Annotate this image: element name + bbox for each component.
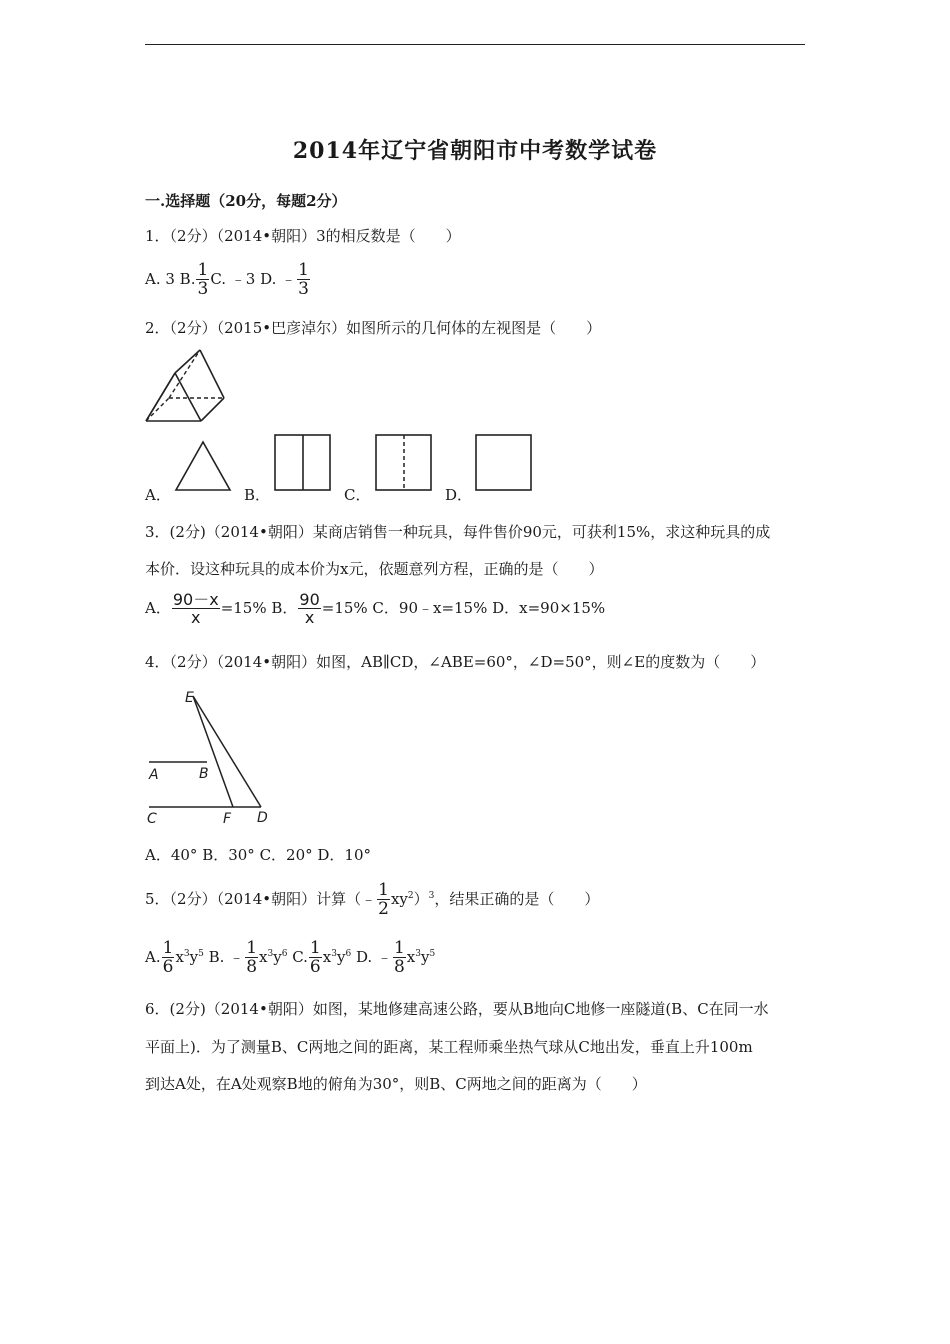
q1-fraction-d: $\frac{1}{3}$ <box>298 260 309 299</box>
q2-option-d-square <box>475 434 533 492</box>
q2-prism-edge <box>200 350 224 398</box>
q3-option-a: A． <box>145 599 171 617</box>
q2-prism-edge <box>146 373 175 421</box>
q2-prism-edge <box>175 373 201 421</box>
q3-option-a-tail: =15% B． <box>220 599 298 617</box>
q6-line1: 6．(2分)（2014•朝阳）如图，某地修建高速公路，要从B地向C地修一座隧道(B、C在同一水 <box>145 1000 769 1018</box>
q3-line1: 3．(2分)（2014•朝阳）某商店销售一种玩具，每件售价90元，可获利15%，求这种玩具的成 <box>145 523 771 541</box>
q4-label-c: C <box>147 811 157 827</box>
page-title: 2014年辽宁省朝阳市中考数学试卷 <box>292 138 658 164</box>
q3-options <box>145 592 605 626</box>
q4-label-d: D <box>257 810 268 826</box>
q2-option-b-label: B． <box>244 486 271 504</box>
q2-option-a-triangle <box>174 440 232 492</box>
q2-option-d-label: D． <box>445 486 473 504</box>
q3-option-b-tail: =15% C．90﹣x=15% D．x=90×15% <box>321 599 606 617</box>
header-rule <box>145 44 805 45</box>
q4-label-e: E <box>185 690 194 706</box>
q3-fraction-a: $\frac{90-x}{x}$ <box>172 590 219 627</box>
q2-prism-edge <box>201 398 224 421</box>
q2-option-b-rectangle <box>274 434 332 492</box>
q4-label-f: F <box>223 811 232 827</box>
q5-stem-fraction: $\frac{1}{2}$ <box>378 880 389 919</box>
q1-option-a: A. 3 B. <box>145 270 196 288</box>
section-heading: 一.选择题（20分，每题2分） <box>145 192 347 210</box>
q2-option-a-label: A． <box>145 486 171 504</box>
q2-stem: 2．（2分）（2015•巴彦淖尔）如图所示的几何体的左视图是（ ） <box>145 319 602 337</box>
q1-options <box>145 262 311 298</box>
q2-option-c-label: C． <box>344 486 371 504</box>
q1-fraction-b: $\frac{1}{3}$ <box>197 260 209 299</box>
q4-stem: 4．（2分）（2014•朝阳）如图，AB∥CD，∠ABE=60°，∠D=50°，则∠E的度数为（ ） <box>145 653 766 671</box>
q6-line2: 平面上)．为了测量B、C两地之间的距离，某工程师乘坐热气球从C地出发，垂直上升100m <box>145 1038 753 1056</box>
q5-fraction-b: $\frac{1}{8}$ <box>246 938 258 977</box>
q5-stem: 5．（2分）（2014•朝阳）计算（﹣ $\frac{1}{2}$ $xy^2)^3$，结果正确的是（ ） <box>145 880 600 919</box>
q5-options: A. $\frac{1}{6}$ $x^3y^5$ B. ﹣ $\frac{1}{8}$ $x^3y^6$ C. $\frac{1}{6}$ $x^3y^6$ D. ﹣ $\frac{1}{8}$ $x^3y^5$ <box>145 938 436 977</box>
q1-option-c: C. ﹣3 D. ﹣ <box>210 270 297 288</box>
q2-prism-figure <box>145 348 230 424</box>
q5-fraction-d: $\frac{1}{8}$ <box>393 938 405 977</box>
q3-fraction-b: $\frac{90}{x}$ <box>299 590 320 627</box>
q4-label-b: B <box>199 766 209 782</box>
q3-line2: 本价．设这种玩具的成本价为x元，依题意列方程，正确的是（ ） <box>145 560 604 578</box>
q5-fraction-c: $\frac{1}{6}$ <box>309 938 321 977</box>
q5-fraction-a: $\frac{1}{6}$ <box>162 938 174 977</box>
q4-label-a: A <box>149 767 159 783</box>
q4-options: A．40° B．30° C．20° D．10° <box>145 846 372 864</box>
q4-parallel-lines-figure <box>143 686 275 826</box>
q6-line3: 到达A处，在A处观察B地的俯角为30°，则B、C两地之间的距离为（ ） <box>145 1075 647 1093</box>
q2-prism-edge <box>175 350 200 373</box>
q2-option-c-rectangle <box>375 434 433 492</box>
q1-stem: 1．（2分）（2014•朝阳）3的相反数是（ ） <box>145 227 461 245</box>
